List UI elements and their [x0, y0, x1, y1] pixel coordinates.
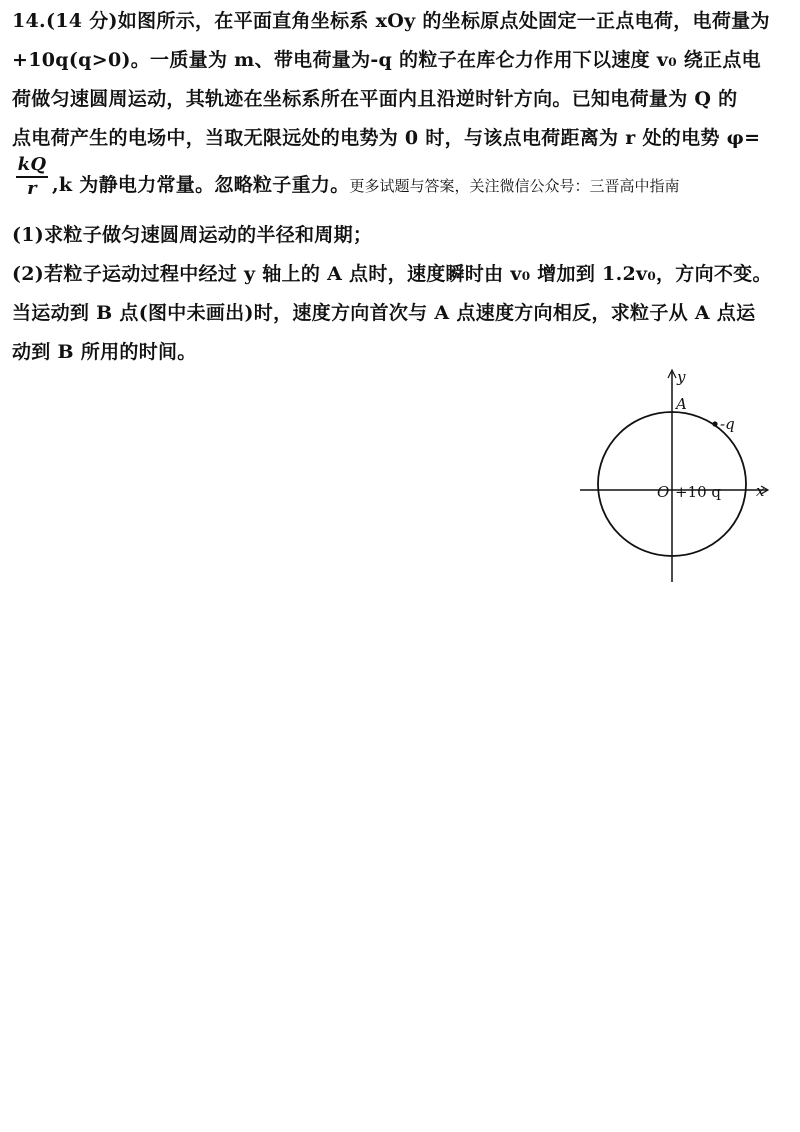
particle-label: -q: [720, 415, 735, 433]
center-charge-label: +10 q: [675, 483, 722, 501]
origin-label: O: [657, 483, 670, 501]
question-part-2-line-3: 动到 B 所用的时间。: [12, 341, 197, 363]
figure-svg: [575, 362, 775, 592]
promo-text: 更多试题与答案，关注微信公众号：三晋高中指南: [349, 177, 680, 195]
problem-line-2: +10q(q>0)。一质量为 m、带电荷量为-q 的粒子在库仑力作用下以速度 v₀ 绕正点电: [12, 49, 761, 71]
problem-line-4: 点电荷产生的电场中，当取无限远处的电势为 0 时，与该点电荷距离为 r 处的电势 φ=: [12, 127, 761, 149]
question-part-1: (1)求粒子做匀速圆周运动的半径和周期；: [12, 224, 373, 246]
problem-line-5: [52, 170, 680, 197]
problem-line-5-text: ,k 为静电力常量。忽略粒子重力。: [52, 174, 350, 196]
question-part-2-line-1: (2)若粒子运动过程中经过 y 轴上的 A 点时，速度瞬时由 v₀ 增加到 1.2v₀，方向不变。: [12, 263, 772, 285]
coordinate-figure: [575, 362, 775, 592]
problem-line-1: 14.(14 分)如图所示，在平面直角坐标系 xOy 的坐标原点处固定一正点电荷，电荷量为: [12, 10, 770, 32]
question-part-2-line-2: 当运动到 B 点(图中未画出)时，速度方向首次与 A 点速度方向相反，求粒子从 A 点运: [12, 302, 756, 324]
x-axis-label: x: [756, 482, 765, 500]
particle-dot: [712, 421, 717, 426]
problem-line-3: 荷做匀速圆周运动，其轨迹在坐标系所在平面内且沿逆时针方向。已知电荷量为 Q 的: [12, 88, 738, 110]
fraction-numerator: kQ: [17, 154, 47, 175]
potential-fraction: [12, 155, 52, 199]
fraction-denominator: r: [27, 178, 37, 199]
point-a-label: A: [676, 395, 687, 413]
y-axis-label: y: [677, 368, 686, 386]
